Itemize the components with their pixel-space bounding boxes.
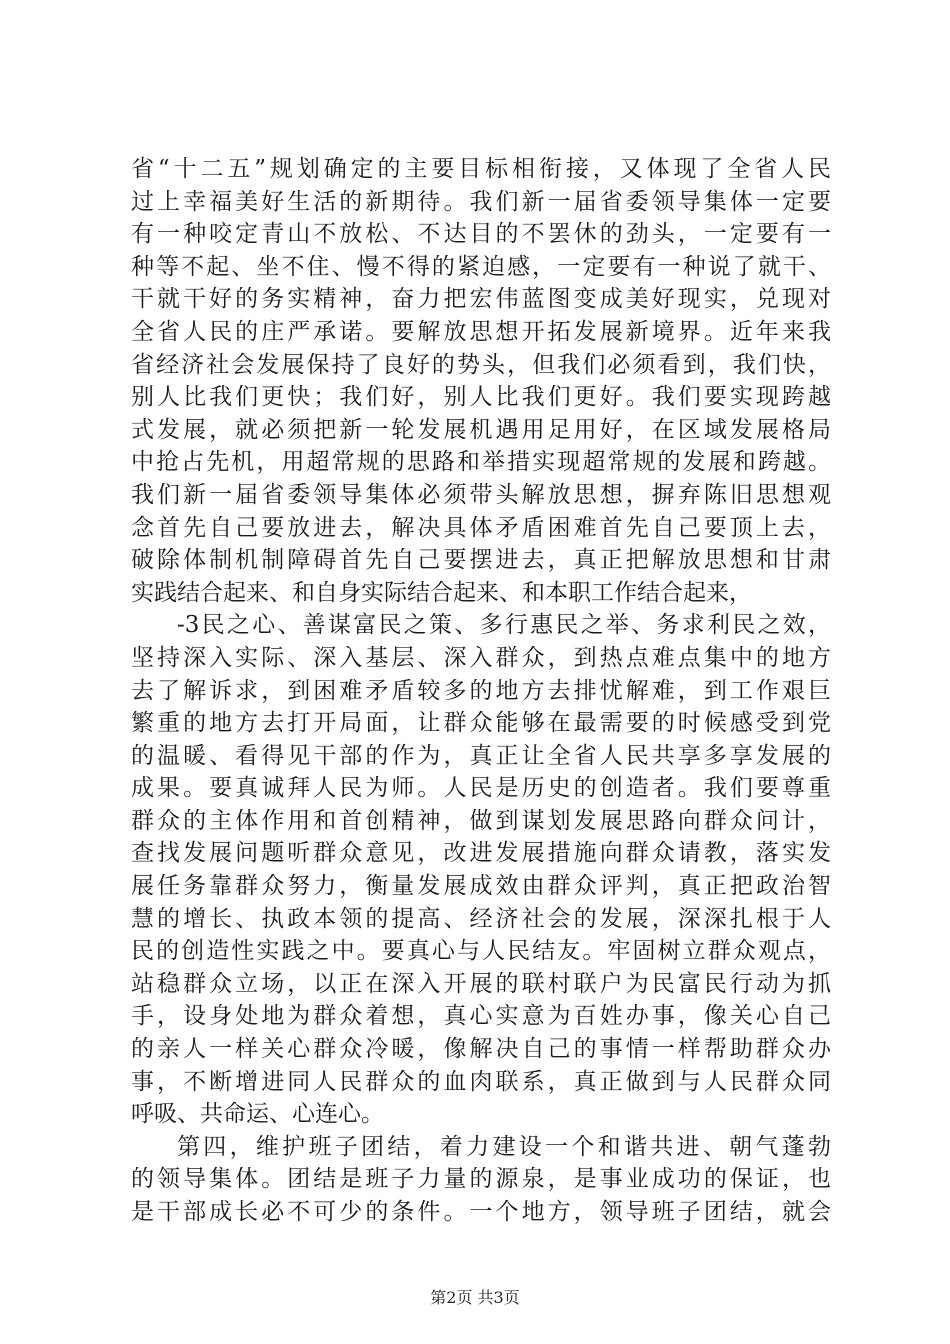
text-line: 破除体制机制障碍首先自己要摆进去，真正把解放思想和甘肃 [131,547,831,574]
text-line: -3民之心、善谋富民之策、多行惠民之举、务求利民之效， [177,612,831,639]
text-line: 我们新一届省委领导集体必须带头解放思想，摒弃陈旧思想观 [131,481,831,508]
text-line: 第四，维护班子团结，着力建设一个和谐共进、朝气蓬勃 [177,1133,831,1160]
text-line: 民的创造性实践之中。要真心与人民结友。牢固树立群众观点， [131,938,831,965]
text-line: 省“十二五”规划确定的主要目标相衔接，又体现了全省人民 [131,156,831,182]
text-line: 是干部成长必不可少的条件。一个地方，领导班子团结，就会 [131,1199,831,1225]
text-line: 站稳群众立场，以正在深入开展的联村联户为民富民行动为抓 [131,970,831,997]
text-line: 去了解诉求，到困难矛盾较多的地方去排忧解难，到工作艰巨 [131,677,831,704]
text-line: 中抢占先机，用超常规的思路和举措实现超常规的发展和跨越。 [131,449,831,476]
text-line: 事，不断增进同人民群众的血肉联系，真正做到与人民群众同 [131,1068,831,1095]
text-line: 查找发展问题听群众意见，改进发展措施向群众请教，落实发 [131,840,831,867]
text-line: 过上幸福美好生活的新期待。我们新一届省委领导集体一定要 [131,188,831,215]
document-body [131,153,831,1229]
text-line: 呼吸、共命运、心连心。 [131,1101,384,1128]
text-line: 群众的主体作用和首创精神，做到谋划发展思路向群众问计， [131,807,831,834]
text-line: 实践结合起来、和自身实际结合起来、和本职工作结合起来， [131,579,752,606]
text-line: 手，设身处地为群众着想，真心实意为百姓办事，像关心自己 [131,1003,831,1030]
text-line: 的温暖、看得见干部的作为，真正让全省人民共享多享发展的 [131,742,831,769]
text-line: 慧的增长、执政本领的提高、经济社会的发展，深深扎根于人 [131,905,831,932]
text-line: 念首先自己要放进去，解决具体矛盾困难首先自己要顶上去， [131,514,831,541]
page-number-footer: 第2页 共3页 [430,1288,520,1307]
text-line: 全省人民的庄严承诺。要解放思想开拓发展新境界。近年来我 [131,318,831,345]
text-line: 展任务靠群众努力，衡量发展成效由群众评判，真正把政治智 [131,873,831,900]
text-line: 别人比我们更快；我们好，别人比我们更好。我们要实现跨越 [131,384,831,411]
text-line: 的亲人一样关心群众冷暖，像解决自己的事情一样帮助群众办 [131,1036,831,1063]
text-line: 的领导集体。团结是班子力量的源泉，是事业成功的保证，也 [131,1166,831,1193]
text-line: 干就干好的务实精神，奋力把宏伟蓝图变成美好现实，兑现对 [131,286,831,313]
text-line: 有一种咬定青山不放松、不达目的不罢休的劲头，一定要有一 [131,221,831,248]
text-line: 式发展，就必须把新一轮发展机遇用足用好，在区域发展格局 [131,416,831,443]
text-line: 繁重的地方去打开局面，让群众能够在最需要的时候感受到党 [131,710,831,737]
text-line: 成果。要真诚拜人民为师。人民是历史的创造者。我们要尊重 [131,775,831,802]
text-line: 省经济社会发展保持了良好的势头，但我们必须看到，我们快， [131,351,831,378]
text-line: 坚持深入实际、深入基层、深入群众，到热点难点集中的地方 [131,644,831,671]
text-line: 种等不起、坐不住、慢不得的紧迫感，一定要有一种说了就干、 [131,253,831,280]
